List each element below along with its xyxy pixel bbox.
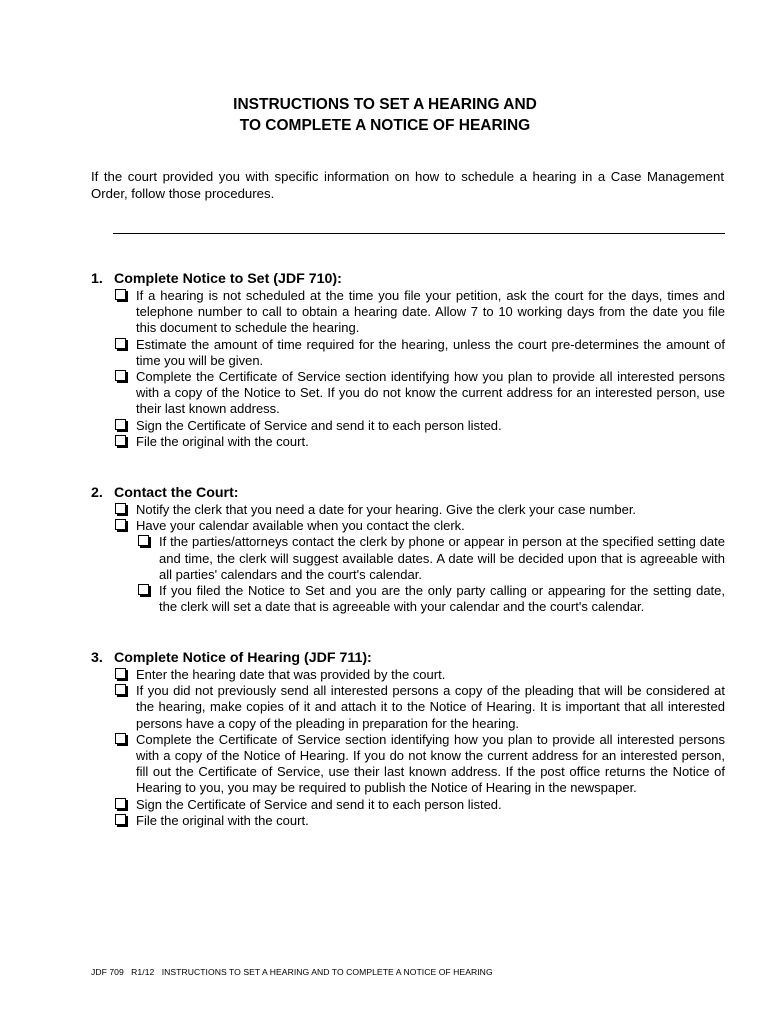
section-heading-text: Complete Notice to Set (JDF 710): bbox=[114, 271, 342, 287]
sub-list-item bbox=[91, 583, 725, 615]
list-item-text: If you did not previously send all interested persons a copy of the pleading that will be considered at the hearing, make copies of it and attach it to the Notice of Hearing. It is important that all interested persons have a copy of the pleading in preparation for the hearing. bbox=[136, 683, 725, 731]
checklist bbox=[91, 502, 725, 534]
intro-paragraph: If the court provided you with specific information on how to schedule a hearing in a Case Management Order, follow those procedures. bbox=[91, 169, 724, 201]
list-item-text: Sign the Certificate of Service and send it to each person listed. bbox=[136, 796, 502, 812]
checkbox-icon bbox=[115, 684, 126, 695]
checkbox-icon bbox=[115, 338, 126, 349]
document-title bbox=[0, 94, 770, 136]
list-item-text: Complete the Certificate of Service section identifying how you plan to provide all interested persons with a copy of the Notice of Hearing. If you do not know the current address for an interested person, fill out the Certificate of Service, use their last known address. If the post office returns the Notice of Hearing to you, you may be required to publish the Notice of Hearing in the newspaper. bbox=[136, 731, 725, 796]
section-heading bbox=[91, 271, 725, 288]
checklist bbox=[91, 667, 725, 829]
checkbox-icon bbox=[115, 798, 126, 809]
checkbox-icon bbox=[115, 668, 126, 679]
list-item bbox=[91, 434, 725, 450]
section-complete-notice-of-hearing bbox=[91, 650, 725, 829]
list-item-text: Have your calendar available when you contact the clerk. bbox=[136, 518, 465, 534]
list-item bbox=[91, 502, 725, 518]
title-line-2: TO COMPLETE A NOTICE OF HEARING bbox=[239, 117, 531, 134]
list-item-text: If you filed the Notice to Set and you are the only party calling or appearing for the setting date, the clerk will set a date that is agreeable with your calendar and the court's calendar. bbox=[159, 583, 725, 615]
checkbox-icon bbox=[138, 535, 149, 546]
section-complete-notice-to-set bbox=[91, 271, 725, 450]
checklist bbox=[91, 288, 725, 450]
list-item-text: Complete the Certificate of Service section identifying how you plan to provide all interested persons with a copy of the Notice to Set. If you do not know the current address for an interested person, use their last known address. bbox=[136, 369, 725, 417]
section-number: 1. bbox=[91, 271, 103, 287]
list-item-text: File the original with the court. bbox=[136, 433, 309, 449]
list-item bbox=[91, 337, 725, 369]
divider-line bbox=[113, 233, 725, 234]
list-item bbox=[91, 369, 725, 418]
footer-title: INSTRUCTIONS TO SET A HEARING AND TO COMPLETE A NOTICE OF HEARING bbox=[161, 967, 493, 977]
section-contact-the-court bbox=[91, 485, 725, 615]
list-item bbox=[91, 518, 725, 534]
footer-revision: R1/12 bbox=[131, 967, 155, 977]
checkbox-icon bbox=[115, 519, 126, 530]
checkbox-icon bbox=[115, 733, 126, 744]
checkbox-icon bbox=[115, 289, 126, 300]
section-heading-text: Contact the Court: bbox=[114, 485, 239, 501]
checkbox-icon bbox=[115, 370, 126, 381]
checkbox-icon bbox=[115, 503, 126, 514]
checkbox-icon bbox=[115, 814, 126, 825]
section-heading bbox=[91, 650, 725, 667]
list-item-text: Enter the hearing date that was provided by the court. bbox=[136, 667, 446, 682]
title-line-1: INSTRUCTIONS TO SET A HEARING AND bbox=[233, 96, 537, 113]
sub-checklist bbox=[91, 534, 725, 615]
list-item bbox=[91, 288, 725, 337]
list-item-text: Notify the clerk that you need a date for your hearing. Give the clerk your case number. bbox=[136, 502, 637, 517]
list-item bbox=[91, 813, 725, 829]
list-item-text: Estimate the amount of time required for the hearing, unless the court pre-determines the amount of time you will be given. bbox=[136, 336, 725, 368]
footer-form-number: JDF 709 bbox=[91, 967, 124, 977]
section-heading bbox=[91, 485, 725, 502]
list-item bbox=[91, 418, 725, 434]
list-item bbox=[91, 667, 725, 683]
list-item bbox=[91, 732, 725, 797]
checkbox-icon bbox=[115, 435, 126, 446]
list-item-text: Sign the Certificate of Service and send it to each person listed. bbox=[136, 417, 502, 433]
sub-list-item bbox=[91, 534, 725, 583]
list-item bbox=[91, 797, 725, 813]
section-number: 2. bbox=[91, 485, 103, 501]
checkbox-icon bbox=[138, 584, 149, 595]
section-number: 3. bbox=[91, 650, 103, 666]
section-heading-text: Complete Notice of Hearing (JDF 711): bbox=[114, 650, 372, 666]
page-footer bbox=[91, 967, 493, 977]
list-item-text: If a hearing is not scheduled at the time you file your petition, ask the court for the days, times and telephone number to call to obtain a hearing date. Allow 7 to 10 working days from the date you file this document to schedule the hearing. bbox=[136, 288, 725, 336]
list-item-text: If the parties/attorneys contact the clerk by phone or appear in person at the specified setting date and time, the clerk will suggest available dates. A date will be decided upon that is agreeable with all parties' calendars and the court's calendar. bbox=[159, 534, 725, 582]
checkbox-icon bbox=[115, 419, 126, 430]
list-item-text: File the original with the court. bbox=[136, 812, 309, 828]
list-item bbox=[91, 683, 725, 732]
